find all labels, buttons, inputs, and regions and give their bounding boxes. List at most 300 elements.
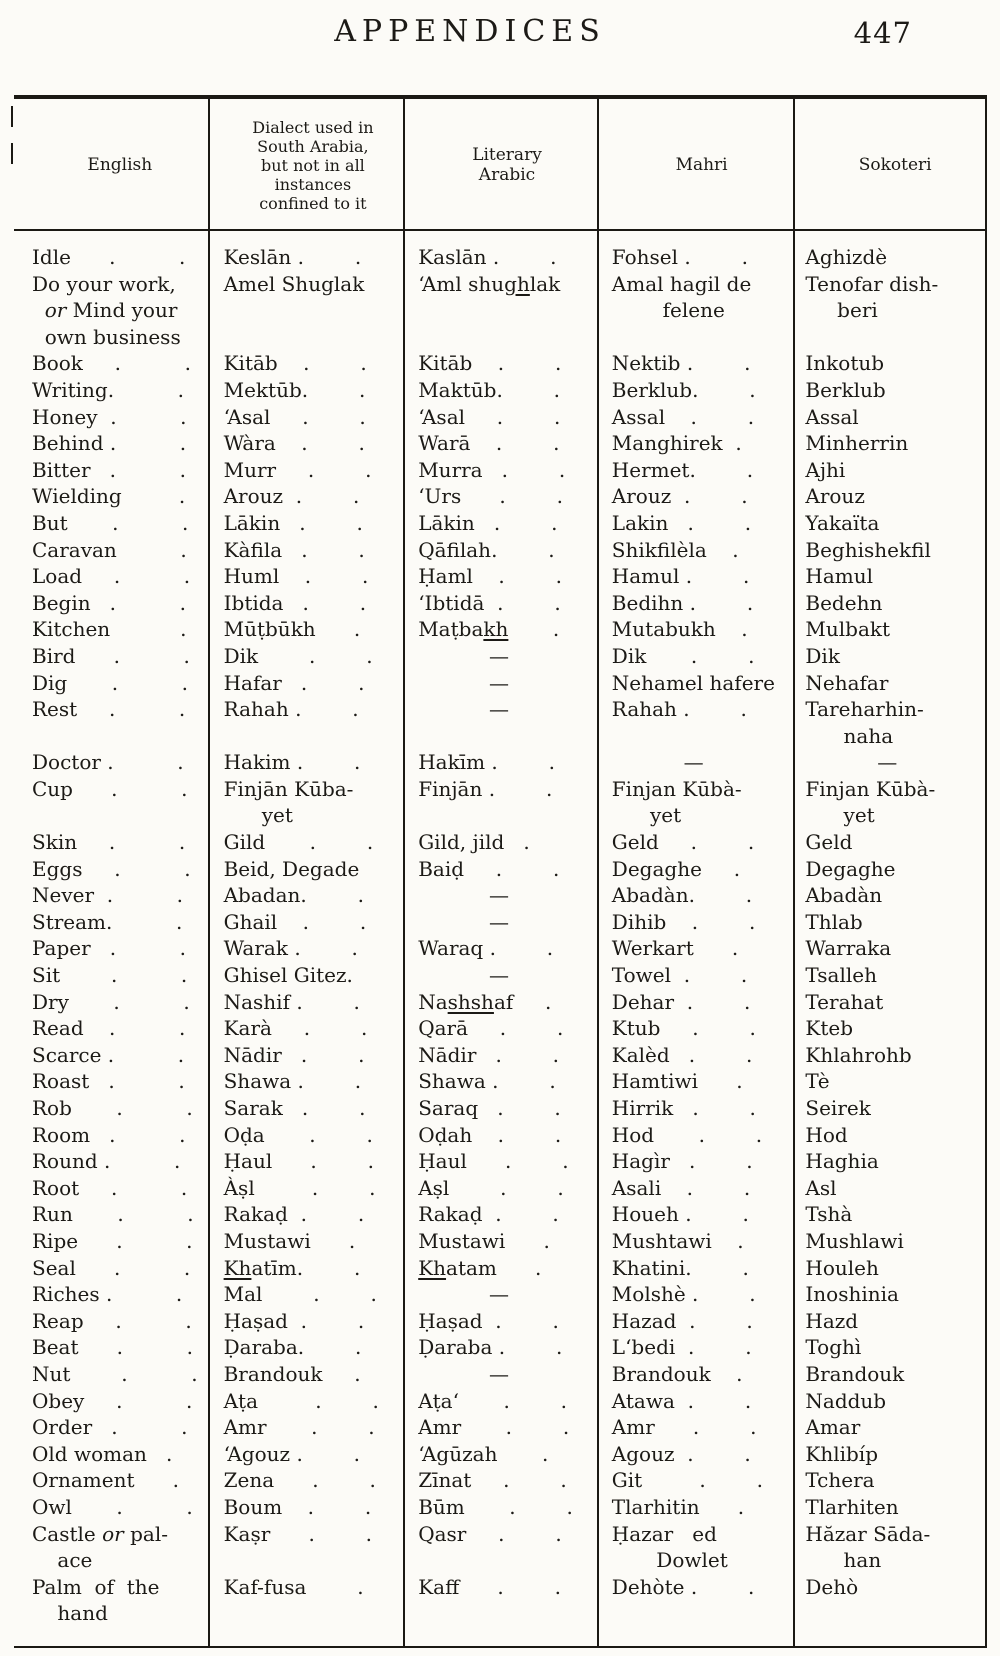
cell [14, 430, 208, 457]
cell-line: Aṭa . . [223, 1388, 379, 1413]
column-header [596, 99, 792, 231]
cell-line: Inkotub [805, 351, 885, 376]
column-header-line: Mahri [675, 155, 728, 175]
cell-line: Mushlawi [805, 1228, 904, 1253]
cell-line: Shawa . . [223, 1069, 362, 1094]
cell [596, 962, 792, 989]
cell [208, 776, 403, 829]
cell-line: Toghì [805, 1335, 862, 1360]
cell-line: Roast . . [32, 1069, 185, 1094]
cell-line: Qarā . . [418, 1016, 564, 1041]
cell [14, 909, 208, 936]
cell-line: Abadàn [805, 883, 883, 908]
cell-line: Doctor . . [32, 750, 184, 775]
cell-line: Hafar . . [223, 670, 365, 695]
table-row [14, 1388, 985, 1415]
cell [402, 829, 596, 856]
cell [402, 483, 596, 510]
cell-line: Nādir . . [418, 1042, 560, 1067]
cell [596, 1068, 792, 1095]
column-header [208, 99, 403, 231]
cell [208, 244, 403, 271]
cell-line: han [805, 1548, 882, 1573]
table-row [14, 1467, 985, 1494]
cell [402, 1521, 596, 1548]
cell [208, 1388, 403, 1415]
cell [402, 377, 596, 404]
table-row [14, 1122, 985, 1149]
cell-line: or Mind your [44, 298, 178, 323]
cell [402, 962, 596, 989]
column-divider [793, 99, 795, 1646]
table-row [14, 1521, 985, 1574]
cell-line: Tsalleh [805, 963, 877, 988]
cell-line: own business [32, 324, 181, 349]
header-separator [14, 229, 985, 231]
cell [791, 1122, 985, 1149]
cell [14, 244, 208, 271]
cell-line: Degaghe . [611, 856, 741, 881]
cell [402, 537, 596, 564]
cell [596, 989, 792, 1016]
cell-line: Mustawi . [223, 1228, 356, 1253]
cell-line: Degaghe [805, 856, 896, 881]
cell [596, 404, 792, 431]
cell-line: Berklub [805, 377, 886, 402]
cell [791, 1414, 985, 1441]
cell [596, 1281, 792, 1308]
cell [402, 1042, 596, 1069]
cell [596, 1494, 792, 1521]
cell-line: Atawa . . [611, 1388, 752, 1413]
cell [14, 510, 208, 537]
table-row [14, 856, 985, 883]
table-row [14, 1228, 985, 1255]
cell-line: ‘Agouz . . [223, 1441, 361, 1466]
cell [596, 1255, 792, 1282]
cell [791, 1042, 985, 1069]
cell [791, 377, 985, 404]
cell-line: Root . . [32, 1175, 188, 1200]
cell [791, 696, 985, 749]
vocabulary-table [14, 95, 987, 1648]
cell-line: Dehar . . [611, 989, 751, 1014]
cell-line: Room . . [32, 1122, 186, 1147]
cell-line: Tlarhiten [805, 1494, 899, 1519]
cell-line: Fohsel . . [611, 245, 748, 269]
cell [402, 1388, 596, 1415]
cell-line: Run . . [32, 1202, 194, 1227]
cell [14, 696, 208, 723]
cell [402, 989, 596, 1016]
cell [791, 483, 985, 510]
cell-line: felene [611, 298, 725, 323]
cell [14, 1042, 208, 1069]
cell-line: But . . [32, 510, 189, 535]
cell [14, 563, 208, 590]
cell-line: Oḍa . . [223, 1122, 373, 1147]
cell-line: Nādir . . [223, 1042, 365, 1067]
cell [14, 935, 208, 962]
cell [596, 1361, 792, 1388]
cell-line: Maṭbakh . [418, 617, 560, 642]
cell [208, 1521, 403, 1548]
cell [596, 1122, 792, 1149]
cell [402, 1201, 596, 1228]
table-row [14, 404, 985, 431]
cell [208, 350, 403, 377]
cell-line: Hod [805, 1122, 848, 1147]
cell-line: Load . . [32, 564, 191, 589]
cell [791, 1521, 985, 1574]
cell [402, 1015, 596, 1042]
cell [14, 882, 208, 909]
cell-line: Amr . . [223, 1415, 375, 1440]
cell-line: Beat . . [32, 1335, 193, 1360]
cell [596, 1148, 792, 1175]
table-row [14, 350, 985, 377]
left-border-mark [11, 106, 13, 127]
table-row [14, 457, 985, 484]
cell-line: Rahah . . [223, 697, 359, 722]
cell [402, 643, 596, 670]
cell-line: Castle or pal- [32, 1521, 168, 1546]
cell-line: Shikfilèla . [611, 537, 739, 562]
cell [14, 1281, 208, 1308]
column-divider [597, 99, 599, 1646]
cell [402, 1574, 596, 1601]
cell-line: Order . . [32, 1415, 188, 1440]
cell [208, 749, 403, 776]
cell-line: Bird . . [32, 643, 190, 668]
table-row [14, 1574, 985, 1627]
cell-line: Ḥaml . . [418, 564, 562, 589]
cell-line: ‘Ibtidā . . [418, 590, 561, 615]
cell [208, 1255, 403, 1282]
cell [14, 1308, 208, 1335]
cell [208, 1015, 403, 1042]
cell-line: Khatīm. . [223, 1255, 361, 1280]
cell [596, 1175, 792, 1202]
cell [791, 829, 985, 856]
cell [14, 989, 208, 1016]
cell-line: — [489, 643, 509, 668]
cell [791, 590, 985, 617]
table-row [14, 1414, 985, 1441]
cell [208, 590, 403, 617]
cell-line: Dry . . [32, 989, 190, 1014]
cell-line: Ḥaṣad . . [418, 1308, 559, 1333]
cell-line: Old woman . [32, 1441, 173, 1466]
cell-line: Kaf-fusa . [223, 1574, 364, 1599]
cell-line: Stream. . [32, 909, 183, 934]
cell-line: Amr . . [611, 1415, 757, 1440]
cell-line: Ghisel Gitez. [223, 963, 353, 988]
table-row [14, 1068, 985, 1095]
cell-line: Aṣl . . [418, 1175, 564, 1200]
cell-line: — [489, 909, 509, 934]
cell [402, 271, 596, 298]
cell-line: Murra . . [418, 457, 566, 482]
cell [14, 1068, 208, 1095]
table-row [14, 643, 985, 670]
cell-line: Brandouk . [223, 1361, 361, 1386]
cell-line: Book . . [32, 351, 191, 376]
cell [596, 457, 792, 484]
page-header [0, 14, 1000, 74]
cell-line: Caravan . [32, 537, 187, 562]
column-header [14, 99, 208, 231]
cell [208, 377, 403, 404]
cell-line: Nehamel hafere [611, 670, 775, 695]
cell-line: Mustawi . [418, 1228, 550, 1253]
cell-line: — [877, 750, 898, 775]
cell [14, 350, 208, 377]
cell-line: Rob . . [32, 1096, 193, 1120]
cell-line: Houeh . . [611, 1202, 749, 1227]
cell [791, 1361, 985, 1388]
left-border-mark [11, 143, 13, 164]
cell-line: ace [32, 1548, 93, 1573]
cell [791, 1201, 985, 1228]
cell-line: Writing. . [32, 377, 185, 402]
cell-line: Never . . [32, 883, 184, 908]
cell-line: Ibtida . . [223, 590, 367, 615]
cell-line: Towel . . [611, 963, 748, 988]
column-header-line: Arabic [478, 165, 536, 185]
cell [14, 1095, 208, 1122]
table-row [14, 1148, 985, 1175]
cell [14, 962, 208, 989]
cell-line: Wielding . [32, 484, 186, 509]
cell-line: Mal . . [223, 1282, 377, 1307]
cell [402, 563, 596, 590]
cell-line: Ḥaṣad . . [223, 1308, 365, 1333]
cell-line: Inoshinia [805, 1282, 899, 1307]
cell-line: Khlibíp [805, 1441, 879, 1466]
cell-line: Àṣl . . [223, 1175, 376, 1200]
table-row [14, 537, 985, 564]
cell [791, 244, 985, 271]
cell-line: Kitāb . . [418, 351, 562, 376]
cell-line: Kitāb . . [223, 351, 367, 376]
cell-line: Boum . . [223, 1494, 372, 1519]
cell-line: Nehafar [805, 670, 889, 695]
table-row [14, 1255, 985, 1282]
column-header-line: Dialect used in [252, 117, 374, 137]
cell [596, 1334, 792, 1361]
cell [596, 244, 792, 271]
cell [208, 882, 403, 909]
cell-line: Manghirek . [611, 431, 742, 456]
cell-line: Begin . . [32, 590, 186, 615]
cell [791, 404, 985, 431]
cell [402, 457, 596, 484]
cell [14, 856, 208, 883]
cell [208, 1414, 403, 1441]
cell-line: Ḍaraba. . [223, 1335, 362, 1360]
cell [208, 1361, 403, 1388]
cell-line: Dehòte . . [611, 1574, 755, 1599]
cell [14, 537, 208, 564]
cell [596, 935, 792, 962]
cell [208, 643, 403, 670]
cell-line: Lākin . . [223, 510, 363, 535]
cell [791, 563, 985, 590]
cell-line: Finjan Kūbà- [611, 776, 742, 801]
cell [402, 1414, 596, 1441]
cell [791, 1388, 985, 1415]
cell-line: Seirek [805, 1096, 871, 1120]
cell-line: Hăzar Sāda- [805, 1521, 931, 1546]
cell [208, 404, 403, 431]
cell-line: Berklub. . [611, 377, 756, 402]
cell [402, 350, 596, 377]
cell-line: ‘Asal . . [418, 404, 561, 429]
cell-line: Geld . . [611, 830, 755, 855]
cell-line: Palm of the [32, 1574, 160, 1599]
cell [791, 1095, 985, 1122]
cell [596, 856, 792, 883]
cell [596, 1467, 792, 1494]
cell [791, 989, 985, 1016]
cell-line: Molshè . . [611, 1282, 756, 1307]
cell [14, 457, 208, 484]
cell-line: Tchera [805, 1468, 875, 1493]
cell [596, 1388, 792, 1415]
cell [402, 1175, 596, 1202]
cell [208, 1068, 403, 1095]
table-body [14, 231, 985, 1627]
cell [596, 1228, 792, 1255]
cell-line: Ajhi [805, 457, 846, 482]
cell-line: Lākin . . [418, 510, 558, 535]
cell-line: Tareharhin- [805, 697, 924, 722]
cell-line: Oḍah . . [418, 1122, 562, 1147]
cell [596, 563, 792, 590]
cell [208, 1042, 403, 1069]
cell [402, 1494, 596, 1521]
cell [208, 1095, 403, 1122]
cell-line: Behind . . [32, 431, 187, 456]
cell-line: — [489, 883, 509, 908]
cell-line: Ripe . . [32, 1228, 193, 1253]
table-row [14, 1175, 985, 1202]
cell [791, 537, 985, 564]
cell [208, 1228, 403, 1255]
table-row [14, 430, 985, 457]
column-header-line: instances [274, 174, 352, 194]
table-row [14, 749, 985, 776]
cell-line: Warak . . [223, 936, 358, 961]
cell-line: Khatam . [418, 1255, 542, 1280]
cell [402, 404, 596, 431]
cell-line: Tenofar dish- [805, 271, 939, 296]
cell [791, 1308, 985, 1335]
cell [402, 1361, 596, 1388]
cell-line: Tè [805, 1069, 830, 1094]
cell-line: Dowlet [611, 1548, 728, 1573]
cell [208, 1122, 403, 1149]
cell [208, 696, 403, 723]
cell [14, 1334, 208, 1361]
cell-line: Amel Shuglak [223, 271, 365, 296]
cell [791, 1441, 985, 1468]
cell-line: Warraka [805, 936, 892, 961]
cell [402, 935, 596, 962]
cell [208, 909, 403, 936]
table-row [14, 1201, 985, 1228]
cell-line: Mushtawi . [611, 1228, 744, 1253]
cell-line: Ḍaraba . . [418, 1335, 563, 1360]
cell-line: Rakaḍ . . [223, 1202, 365, 1227]
cell-line: Finjān Kūba- [223, 776, 354, 801]
cell-line: Kteb [805, 1016, 854, 1041]
cell [402, 882, 596, 909]
cell [208, 856, 403, 883]
cell [402, 749, 596, 776]
cell-line: — [489, 670, 509, 695]
cell [14, 1467, 208, 1494]
cell-line: Hirrik . . [611, 1096, 756, 1120]
cell [402, 1441, 596, 1468]
cell-line: Kitchen . [32, 617, 187, 642]
cell [208, 1574, 403, 1601]
cell [14, 1441, 208, 1468]
cell [14, 271, 208, 351]
cell [402, 696, 596, 723]
table-row [14, 1095, 985, 1122]
cell [14, 1175, 208, 1202]
cell [596, 696, 792, 723]
table-row [14, 483, 985, 510]
cell-line: Finjān . . [418, 776, 553, 801]
cell-line: Mulbakt [805, 617, 891, 642]
cell-line: Cup . . [32, 776, 188, 801]
cell [208, 1308, 403, 1335]
cell-line: Nashshaf . [418, 989, 552, 1014]
cell-line: Khatini. . [611, 1255, 749, 1280]
cell-line: Brandouk [805, 1361, 905, 1386]
cell [14, 616, 208, 643]
cell [596, 1042, 792, 1069]
cell [596, 590, 792, 617]
cell [791, 1175, 985, 1202]
table-row [14, 670, 985, 697]
cell-line: Tlarhitin . [611, 1494, 745, 1519]
cell-line: Hamtiwi . [611, 1069, 743, 1094]
cell [596, 882, 792, 909]
cell-line: Hazd [805, 1308, 859, 1333]
cell [596, 1201, 792, 1228]
cell [596, 909, 792, 936]
table-row [14, 1334, 985, 1361]
cell-line: Yakaïta [805, 510, 880, 535]
cell-line: Arouz [805, 484, 865, 509]
cell-line: Werkart . [611, 936, 739, 961]
cell [208, 1281, 403, 1308]
column-divider [403, 99, 405, 1646]
cell-line: Read . . [32, 1016, 186, 1041]
cell [14, 1201, 208, 1228]
cell [208, 457, 403, 484]
cell-line: Honey . . [32, 404, 187, 429]
cell [208, 1175, 403, 1202]
cell-line: Abadan. . [223, 883, 364, 908]
cell-line: Bitter . . [32, 457, 186, 482]
cell [791, 749, 985, 776]
cell-line: Ḥazar ed [611, 1521, 717, 1546]
